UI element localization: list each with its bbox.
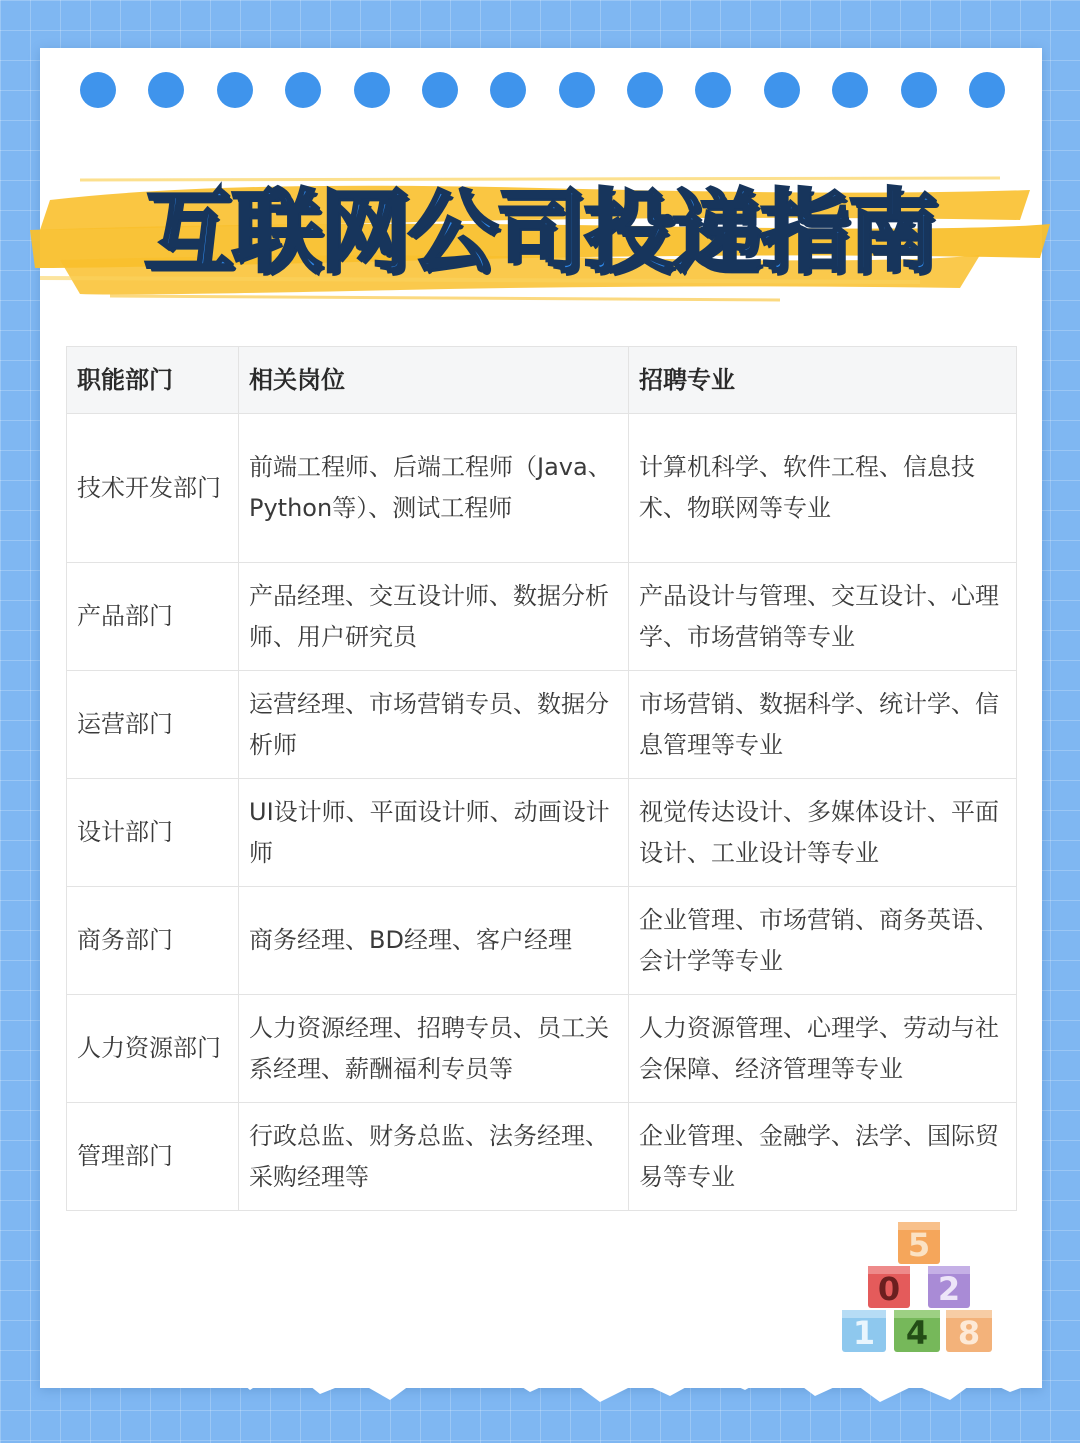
department-cell: 技术开发部门 bbox=[67, 414, 239, 563]
header-department: 职能部门 bbox=[67, 347, 239, 414]
majors-cell: 市场营销、数据科学、统计学、信息管理等专业 bbox=[629, 671, 1017, 779]
table-row bbox=[67, 995, 1017, 1103]
svg-text:0: 0 bbox=[877, 1270, 901, 1308]
department-cell: 产品部门 bbox=[67, 563, 239, 671]
table-row bbox=[67, 563, 1017, 671]
binder-hole-icon bbox=[285, 72, 321, 108]
torn-paper-edge bbox=[0, 1330, 1080, 1443]
department-cell: 设计部门 bbox=[67, 779, 239, 887]
header-positions: 相关岗位 bbox=[239, 347, 629, 414]
majors-cell: 企业管理、市场营销、商务英语、会计学等专业 bbox=[629, 887, 1017, 995]
table-row bbox=[67, 671, 1017, 779]
table-row bbox=[67, 887, 1017, 995]
binder-holes bbox=[80, 72, 1005, 108]
binder-hole-icon bbox=[901, 72, 937, 108]
block-0 bbox=[868, 1266, 910, 1308]
department-cell: 运营部门 bbox=[67, 671, 239, 779]
binder-hole-icon bbox=[422, 72, 458, 108]
svg-text:4: 4 bbox=[905, 1314, 929, 1352]
table-row bbox=[67, 414, 1017, 563]
header-majors: 招聘专业 bbox=[629, 347, 1017, 414]
binder-hole-icon bbox=[764, 72, 800, 108]
svg-text:2: 2 bbox=[937, 1270, 961, 1308]
department-cell: 商务部门 bbox=[67, 887, 239, 995]
majors-cell: 人力资源管理、心理学、劳动与社会保障、经济管理等专业 bbox=[629, 995, 1017, 1103]
block-5 bbox=[898, 1222, 940, 1264]
majors-cell: 企业管理、金融学、法学、国际贸易等专业 bbox=[629, 1103, 1017, 1211]
binder-hole-icon bbox=[969, 72, 1005, 108]
block-2 bbox=[928, 1266, 970, 1308]
table-header-row bbox=[67, 347, 1017, 414]
positions-cell: 商务经理、BD经理、客户经理 bbox=[239, 887, 629, 995]
table-row bbox=[67, 1103, 1017, 1211]
positions-cell: 行政总监、财务总监、法务经理、采购经理等 bbox=[239, 1103, 629, 1211]
page-title: 互联网公司投递指南 bbox=[144, 180, 936, 285]
binder-hole-icon bbox=[217, 72, 253, 108]
positions-cell: 前端工程师、后端工程师（Java、Python等）、测试工程师 bbox=[239, 414, 629, 563]
majors-cell: 计算机科学、软件工程、信息技术、物联网等专业 bbox=[629, 414, 1017, 563]
svg-text:8: 8 bbox=[957, 1314, 981, 1352]
binder-hole-icon bbox=[148, 72, 184, 108]
binder-hole-icon bbox=[80, 72, 116, 108]
department-cell: 管理部门 bbox=[67, 1103, 239, 1211]
recruitment-table bbox=[66, 346, 1017, 1211]
positions-cell: 人力资源经理、招聘专员、员工关系经理、薪酬福利专员等 bbox=[239, 995, 629, 1103]
svg-text:1: 1 bbox=[852, 1314, 876, 1352]
majors-cell: 视觉传达设计、多媒体设计、平面设计、工业设计等专业 bbox=[629, 779, 1017, 887]
binder-hole-icon bbox=[832, 72, 868, 108]
svg-text:5: 5 bbox=[907, 1226, 931, 1264]
positions-cell: 运营经理、市场营销专员、数据分析师 bbox=[239, 671, 629, 779]
binder-hole-icon bbox=[490, 72, 526, 108]
table-row bbox=[67, 779, 1017, 887]
page-title-area bbox=[20, 160, 1060, 310]
department-cell: 人力资源部门 bbox=[67, 995, 239, 1103]
binder-hole-icon bbox=[627, 72, 663, 108]
positions-cell: UI设计师、平面设计师、动画设计师 bbox=[239, 779, 629, 887]
majors-cell: 产品设计与管理、交互设计、心理学、市场营销等专业 bbox=[629, 563, 1017, 671]
binder-hole-icon bbox=[354, 72, 390, 108]
binder-hole-icon bbox=[559, 72, 595, 108]
binder-hole-icon bbox=[695, 72, 731, 108]
positions-cell: 产品经理、交互设计师、数据分析师、用户研究员 bbox=[239, 563, 629, 671]
